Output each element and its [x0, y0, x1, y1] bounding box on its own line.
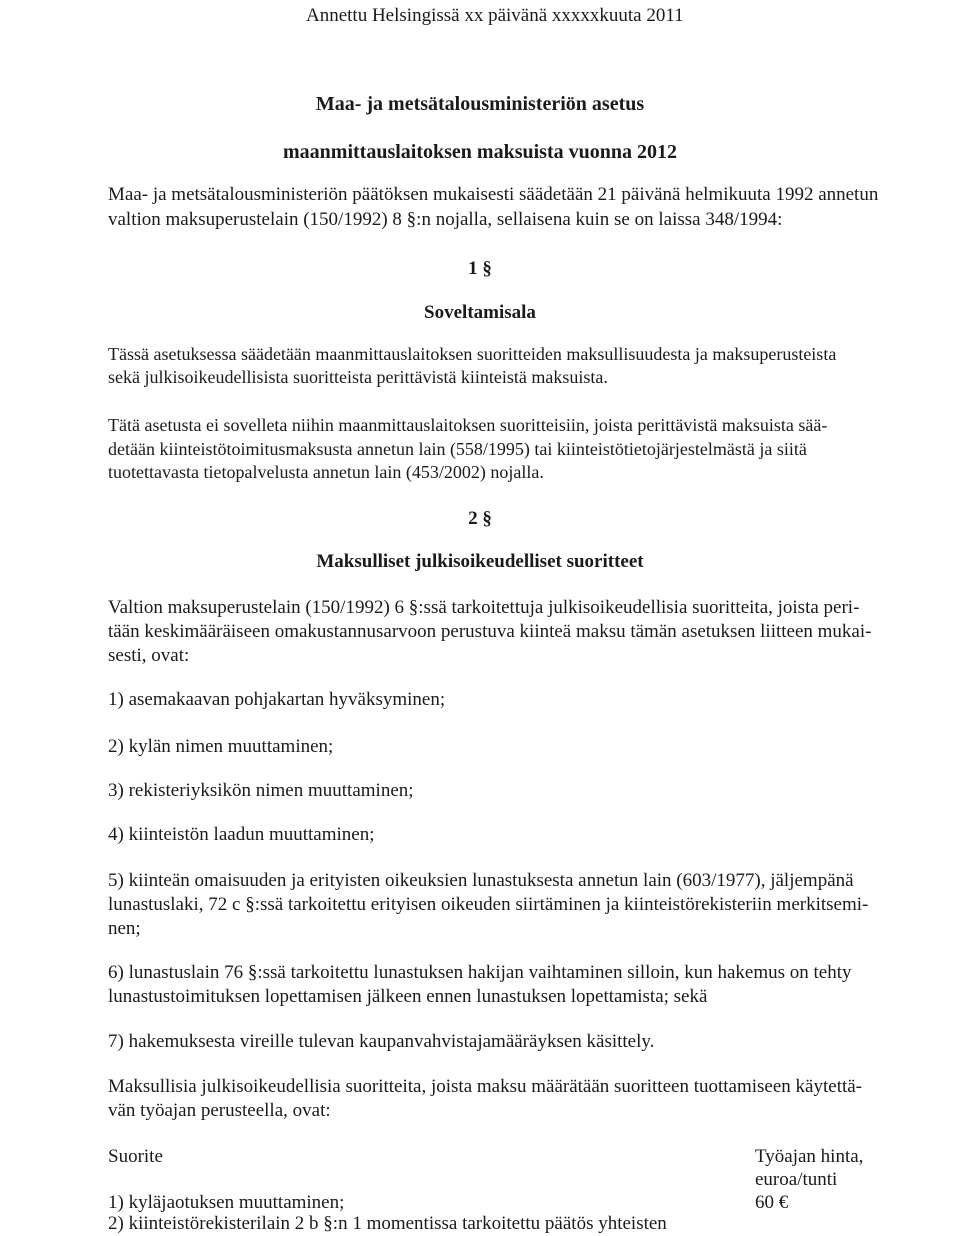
section-2-title: Maksulliset julkisoikeudelliset suoritteet	[316, 551, 644, 572]
header-date: Annettu Helsingissä xx päivänä xxxxxkuuta 2011	[306, 5, 684, 26]
s1-para2-line-2: detään kiinteistötoimitusmaksusta annetun lain (558/1995) tai kiinteistötietojärjestelmästä ja siitä	[108, 439, 807, 459]
intro-line-2: valtion maksuperustelain (150/1992) 8 §:n nojalla, sellaisena kuin se on laissa 348/1994:	[108, 209, 783, 230]
s2-para1-line-1: Valtion maksuperustelain (150/1992) 6 §:ssä tarkoitettuja julkisoikeudellisia suoritteita, joista peri-	[108, 597, 860, 618]
s2-para1-line-3: sesti, ovat:	[108, 645, 190, 666]
s1-para1-line-2: sekä julkisoikeudellisista suoritteista perittävistä kiinteistä maksuista.	[108, 367, 608, 387]
s2-para1-line-2: tään keskimääräiseen omakustannusarvoon perustuva kiinteä maksu tämän asetuksen liitteen mukai-	[108, 621, 872, 642]
list-item-6-line-2: lunastustoimituksen lopettamisen jälkeen ennen lunastuksen lopettamista; sekä	[108, 986, 708, 1007]
list-item-2: 2) kylän nimen muuttaminen;	[108, 736, 334, 757]
s1-para1-line-1: Tässä asetuksessa säädetään maanmittauslaitoksen suoritteiden maksullisuudesta ja maksuperusteista	[108, 344, 837, 364]
list-item-5-line-2: lunastuslaki, 72 c §:ssä tarkoitettu erityisen oikeuden siirtäminen ja kiinteistörekisteriin merkitsemi-	[108, 894, 869, 915]
list-item-3: 3) rekisteriyksikön nimen muuttaminen;	[108, 780, 414, 801]
list-item-5-line-3: nen;	[108, 918, 141, 939]
s1-para2-line-1: Tätä asetusta ei sovelleta niihin maanmittauslaitoksen suoritteisiin, joista perittävistä maksuista sää-	[108, 415, 828, 435]
s1-para2-line-3: tuotettavasta tietopalvelusta annetun lain (453/2002) nojalla.	[108, 462, 544, 482]
section-1-number: 1 §	[468, 258, 492, 279]
list-item-4: 4) kiinteistön laadun muuttaminen;	[108, 824, 375, 845]
s2-para2-line-1: Maksullisia julkisoikeudellisia suoritteita, joista maksu määrätään suoritteen tuottamiseen käytettä-	[108, 1076, 863, 1097]
list-item-7: 7) hakemuksesta vireille tulevan kaupanvahvistajamääräyksen käsittely.	[108, 1031, 655, 1052]
section-2-number: 2 §	[468, 508, 492, 529]
table-header-price-line-1: Työajan hinta,	[755, 1146, 864, 1167]
s2-para2-line-2: vän työajan perusteella, ovat:	[108, 1100, 331, 1121]
table-row-1-price: 60 €	[755, 1192, 789, 1213]
table-row-2-label: 2) kiinteistörekisterilain 2 b §:n 1 momentissa tarkoitettu päätös yhteisten	[108, 1213, 667, 1234]
table-header-price-line-2: euroa/tunti	[755, 1169, 838, 1190]
decree-ministry: Maa- ja metsätalousministeriön asetus	[315, 93, 645, 115]
list-item-1: 1) asemakaavan pohjakartan hyväksyminen;	[108, 689, 446, 710]
table-row-1-label: 1) kyläjaotuksen muuttaminen;	[108, 1192, 345, 1213]
intro-line-1: Maa- ja metsätalousministeriön päätöksen mukaisesti säädetään 21 päivänä helmikuuta 1992 annetun	[108, 184, 879, 205]
list-item-5-line-1: 5) kiinteän omaisuuden ja erityisten oikeuksien lunastuksesta annetun lain (603/1977), jäljempänä	[108, 870, 854, 891]
list-item-6-line-1: 6) lunastuslain 76 §:ssä tarkoitettu lunastuksen hakijan vaihtaminen silloin, kun hakemus on tehty	[108, 962, 852, 983]
decree-subtitle: maanmittauslaitoksen maksuista vuonna 2012	[283, 141, 677, 163]
section-1-title: Soveltamisala	[424, 302, 536, 323]
table-header-suorite: Suorite	[108, 1146, 163, 1167]
